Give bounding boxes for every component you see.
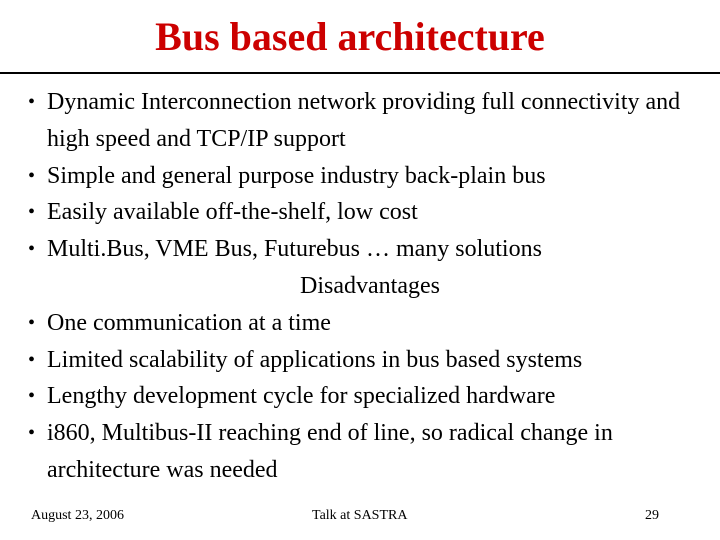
bullet-marker: • <box>28 201 36 224</box>
bullet-item <box>28 231 708 268</box>
footer-talk-title: Talk at SASTRA <box>312 508 408 523</box>
bullet-text: Limited scalability of applications in bus based systems <box>47 346 583 373</box>
bullet-text: Multi.Bus, VME Bus, Futurebus … many solutions <box>47 236 542 263</box>
footer-date: August 23, 2006 <box>31 508 124 523</box>
bullet-marker: • <box>28 348 36 371</box>
slide-content <box>28 84 708 489</box>
bullet-marker: • <box>28 91 36 113</box>
bullet-text: Easily available off-the-shelf, low cost <box>47 199 418 226</box>
bullet-text: i860, Multibus-II reaching end of line, so radical change in architecture was needed <box>47 420 613 483</box>
bullet-item <box>28 342 708 379</box>
bullet-text: Simple and general purpose industry back-plain bus <box>47 162 546 189</box>
slide-title: Bus based architecture <box>155 14 545 59</box>
bullet-item <box>28 415 708 489</box>
bullet-marker: • <box>28 238 36 261</box>
bullet-marker: • <box>28 164 36 187</box>
bullet-text: Dynamic Interconnection network providing full connectivity and high speed and TCP/IP support <box>47 89 681 152</box>
title-divider <box>0 72 720 74</box>
bullet-marker: • <box>28 385 36 408</box>
bullet-item <box>28 378 708 415</box>
bullet-text: One communication at a time <box>47 309 331 336</box>
footer-page-number: 29 <box>645 508 659 523</box>
bullet-item <box>28 194 708 231</box>
section-heading: Disadvantages <box>300 272 440 299</box>
bullet-marker: • <box>28 311 36 334</box>
bullet-item <box>28 158 708 195</box>
bullet-item <box>28 84 708 158</box>
bullet-marker: • <box>28 422 36 445</box>
bullet-item <box>28 305 708 342</box>
bullet-text: Lengthy development cycle for specialized hardware <box>47 383 556 410</box>
